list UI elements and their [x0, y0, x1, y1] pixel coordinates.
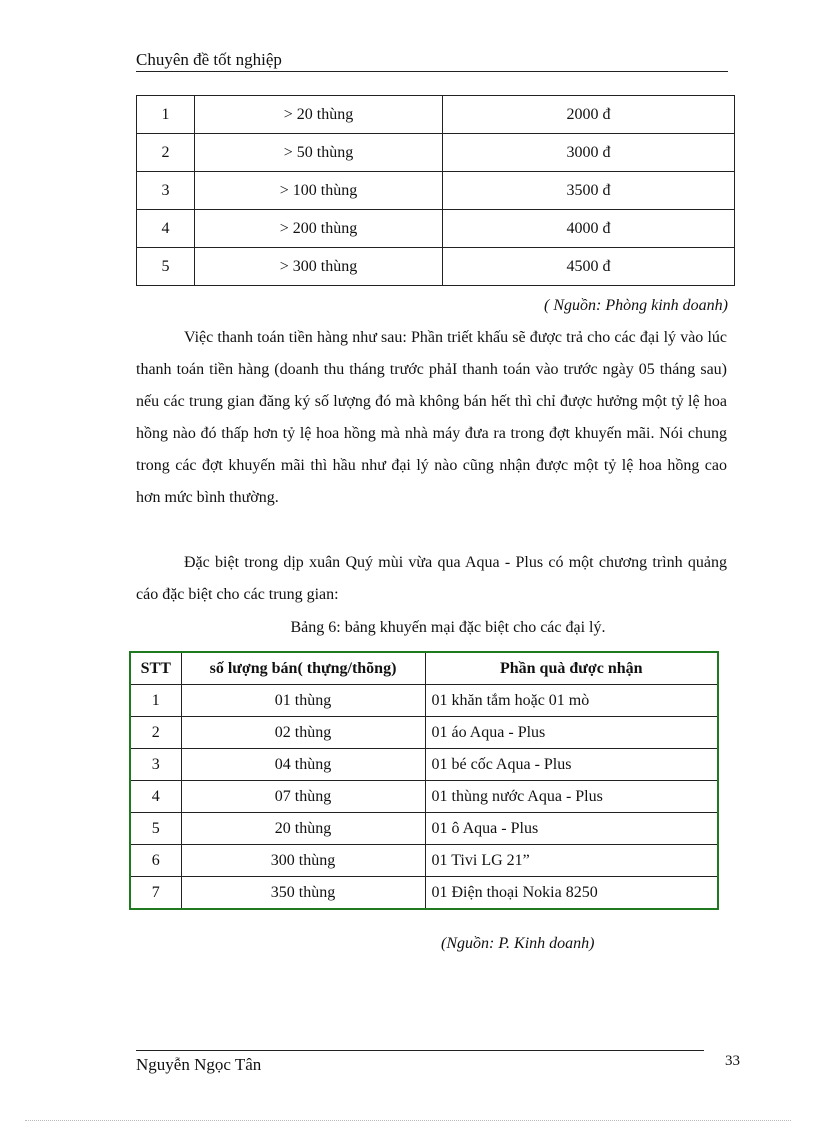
table-row — [130, 877, 718, 910]
table-cell-quantity: 04 thùng — [181, 749, 425, 781]
header-gift: Phần quà được nhận — [425, 652, 718, 685]
table-row — [137, 172, 735, 210]
table-cell-gift: 01 áo Aqua - Plus — [425, 717, 718, 749]
table-cell-gift: 01 thùng nước Aqua - Plus — [425, 781, 718, 813]
table-cell-amount: 3000 đ — [443, 134, 735, 172]
footer-author: Nguyễn Ngọc Tân — [136, 1055, 262, 1074]
header-title: Chuyên đề tốt nghiệp — [136, 50, 282, 69]
table-row — [137, 248, 735, 286]
promotion-table-body — [130, 685, 718, 910]
header-stt: STT — [130, 652, 181, 685]
discount-table-body — [137, 96, 735, 286]
table-cell-amount: 4000 đ — [443, 210, 735, 248]
table2-source: (Nguồn: P. Kinh doanh) — [441, 935, 595, 952]
table-cell-gift: 01 Điện thoại Nokia 8250 — [425, 877, 718, 910]
table-cell-quantity: > 300 thùng — [195, 248, 443, 286]
table-cell-stt: 2 — [137, 134, 195, 172]
table-row — [130, 813, 718, 845]
page-number: 33 — [725, 1053, 740, 1069]
table-cell-quantity: > 20 thùng — [195, 96, 443, 134]
table-row — [130, 749, 718, 781]
table-row — [130, 717, 718, 749]
promotion-table-head — [130, 652, 718, 685]
table-cell-quantity: 02 thùng — [181, 717, 425, 749]
table-cell-quantity: 01 thùng — [181, 685, 425, 717]
table-cell-stt: 1 — [137, 96, 195, 134]
table-cell-stt: 3 — [130, 749, 181, 781]
table-cell-stt: 1 — [130, 685, 181, 717]
table-cell-stt: 2 — [130, 717, 181, 749]
table-cell-quantity: > 100 thùng — [195, 172, 443, 210]
footer-rule — [136, 1050, 704, 1051]
paragraph-promotion: Đặc biệt trong dịp xuân Quý mùi vừa qua Aqua - Plus có một chương trình quảng cáo đặc biệt cho các trung gian: — [136, 554, 727, 603]
table-cell-amount: 4500 đ — [443, 248, 735, 286]
table-cell-gift: 01 khăn tắm hoặc 01 mò — [425, 685, 718, 717]
paragraph-payment: Việc thanh toán tiền hàng như sau: Phần triết khấu sẽ được trả cho các đại lý vào lúc thanh toán tiền hàng (doanh thu tháng trước phảI thanh toán vào trước ngày 05 tháng sau) nếu các trung gian đăng ký số lượng đó mà không bán hết thì chỉ được hưởng một tỷ lệ hoa hồng nào đó thấp hơn tỷ lệ hoa hồng mà nhà máy đưa ra trong đợt khuyến mãi. Nói chung trong các đợt khuyến mãi thì hầu như đại lý nào cũng nhận được một tỷ lệ hoa hồng cao hơn mức bình thường. — [136, 329, 727, 506]
table-cell-gift: 01 ô Aqua - Plus — [425, 813, 718, 845]
header-quantity: số lượng bán( thựng/thõng) — [181, 652, 425, 685]
table-row — [137, 96, 735, 134]
table-cell-stt: 5 — [130, 813, 181, 845]
table-row — [130, 781, 718, 813]
table-row — [137, 134, 735, 172]
table-cell-stt: 4 — [130, 781, 181, 813]
table-cell-quantity: > 200 thùng — [195, 210, 443, 248]
table-header-row — [130, 652, 718, 685]
table-cell-quantity: 07 thùng — [181, 781, 425, 813]
table1-source: ( Nguồn: Phòng kinh doanh) — [544, 297, 728, 314]
table-cell-stt: 6 — [130, 845, 181, 877]
table-cell-quantity: 350 thùng — [181, 877, 425, 910]
table-cell-stt: 4 — [137, 210, 195, 248]
table-cell-gift: 01 Tivi LG 21” — [425, 845, 718, 877]
table-row — [130, 845, 718, 877]
header-rule — [136, 71, 728, 72]
discount-table — [136, 95, 735, 286]
table-cell-quantity: > 50 thùng — [195, 134, 443, 172]
promotion-table — [129, 651, 719, 910]
table-cell-quantity: 20 thùng — [181, 813, 425, 845]
table-cell-amount: 3500 đ — [443, 172, 735, 210]
table-row — [137, 210, 735, 248]
table-cell-gift: 01 bé cốc Aqua - Plus — [425, 749, 718, 781]
table-cell-stt: 7 — [130, 877, 181, 910]
page-bottom-dotted-line — [25, 1120, 791, 1121]
table-cell-stt: 5 — [137, 248, 195, 286]
table2-caption: Bảng 6: bảng khuyến mại đặc biệt cho các đại lý. — [290, 619, 606, 636]
table-cell-stt: 3 — [137, 172, 195, 210]
table-row — [130, 685, 718, 717]
table-cell-quantity: 300 thùng — [181, 845, 425, 877]
table-cell-amount: 2000 đ — [443, 96, 735, 134]
